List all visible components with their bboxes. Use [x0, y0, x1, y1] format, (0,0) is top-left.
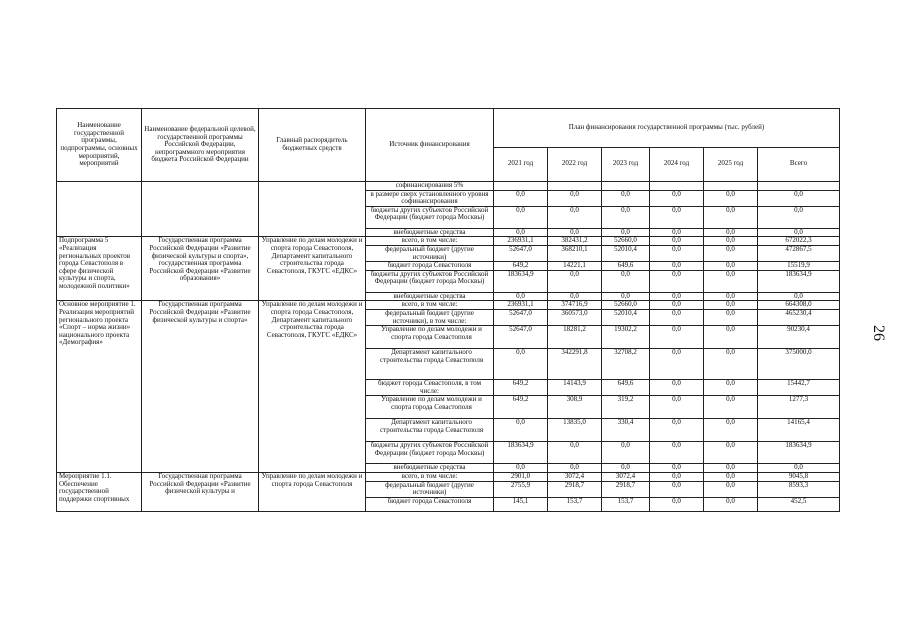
- row-year-value-cell: 0,0: [704, 309, 758, 325]
- row-total-cell: 90230,4: [758, 326, 840, 349]
- row-year-value-cell: 649,6: [602, 262, 650, 271]
- row-source-cell: бюджет города Севастополя, в том числе:: [366, 380, 494, 396]
- row-total-cell: 472867,5: [758, 245, 840, 261]
- row-year-value-cell: 0,0: [548, 206, 602, 228]
- row-year-value-cell: 0,0: [494, 190, 548, 206]
- row-year-value-cell: 0,0: [650, 497, 704, 511]
- row-source-cell: Управление по делам молодежи и спорта города Севастополя: [366, 396, 494, 419]
- row-year-value-cell: 13835,0: [548, 419, 602, 442]
- row-year-value-cell: 0,0: [602, 270, 650, 292]
- row-year-value-cell: 330,4: [602, 419, 650, 442]
- row-total-cell: 15442,7: [758, 380, 840, 396]
- row-year-value-cell: 368210,1: [548, 245, 602, 261]
- row-year-value-cell: 382431,2: [548, 237, 602, 246]
- row-total-cell: 0,0: [758, 464, 840, 473]
- row-year-value-cell: 52660,0: [602, 301, 650, 310]
- row-year-value-cell: 0,0: [704, 349, 758, 380]
- row-total-cell: 14165,4: [758, 419, 840, 442]
- row-source-cell: Департамент капитального строительства города Севастополя: [366, 349, 494, 380]
- header-year-2023: 2023 год: [602, 147, 650, 181]
- page-number: 26: [870, 325, 887, 341]
- row-source-cell: Управление по делам молодежи и спорта города Севастополя: [366, 326, 494, 349]
- row-year-value-cell: 0,0: [704, 228, 758, 237]
- row-year-value-cell: 0,0: [704, 301, 758, 310]
- row-year-value-cell: 52010,4: [602, 245, 650, 261]
- row-year-value-cell: 0,0: [704, 396, 758, 419]
- header-year-2024: 2024 год: [650, 147, 704, 181]
- row-total-cell: 465230,4: [758, 309, 840, 325]
- table-row: [57, 237, 840, 246]
- row-year-value-cell: 0,0: [704, 292, 758, 301]
- row-total-cell: 664308,0: [758, 301, 840, 310]
- row-year-value-cell: 52647,0: [494, 309, 548, 325]
- table-row: [57, 301, 840, 310]
- row-year-value-cell: [704, 182, 758, 191]
- row-year-value-cell: 183634,9: [494, 270, 548, 292]
- row-source-cell: софинансирования 5%: [366, 182, 494, 191]
- row-year-value-cell: 0,0: [602, 442, 650, 464]
- row-year-value-cell: [548, 182, 602, 191]
- row-source-cell: в размере сверх установленного уровня софинансирования: [366, 190, 494, 206]
- row-year-value-cell: 0,0: [602, 464, 650, 473]
- row-year-value-cell: 0,0: [602, 190, 650, 206]
- row-year-value-cell: 0,0: [548, 228, 602, 237]
- financing-table-container: [56, 108, 839, 512]
- row-year-value-cell: 0,0: [704, 419, 758, 442]
- row-year-value-cell: 0,0: [494, 349, 548, 380]
- row-year-value-cell: 0,0: [650, 349, 704, 380]
- row-source-cell: бюджет города Севастополя: [366, 497, 494, 511]
- row-year-value-cell: 52647,0: [494, 326, 548, 349]
- row-administrator-cell: Управление по делам молодежи и спорта города Севастополя: [259, 472, 366, 511]
- row-year-value-cell: 2918,7: [548, 481, 602, 497]
- row-year-value-cell: 0,0: [650, 228, 704, 237]
- row-administrator-cell: Управление по делам молодежи и спорта города Севастополя, Департамент капитального строительства города Севастополя, ГКУГС «ЕДКС»: [259, 301, 366, 473]
- header-year-2022: 2022 год: [548, 147, 602, 181]
- row-source-cell: федеральный бюджет (другие источники): [366, 481, 494, 497]
- row-year-value-cell: 2918,7: [602, 481, 650, 497]
- row-source-cell: всего, в том числе:: [366, 301, 494, 310]
- row-year-value-cell: 0,0: [704, 442, 758, 464]
- header-total: Всего: [758, 147, 840, 181]
- row-source-cell: бюджеты других субъектов Российской Федерации (бюджет города Москвы): [366, 270, 494, 292]
- row-year-value-cell: 374716,9: [548, 301, 602, 310]
- row-year-value-cell: 0,0: [704, 245, 758, 261]
- row-total-cell: 0,0: [758, 292, 840, 301]
- row-year-value-cell: 0,0: [650, 292, 704, 301]
- header-financing-plan: План финансирования государственной программы (тыс. рублей): [494, 109, 840, 148]
- row-year-value-cell: 0,0: [650, 262, 704, 271]
- row-year-value-cell: 3072,4: [548, 472, 602, 481]
- row-source-cell: бюджеты других субъектов Российской Федерации (бюджет города Москвы): [366, 206, 494, 228]
- row-total-cell: 0,0: [758, 190, 840, 206]
- table-header: [57, 109, 840, 182]
- row-year-value-cell: 0,0: [650, 237, 704, 246]
- row-source-cell: всего, в том числе:: [366, 472, 494, 481]
- row-year-value-cell: 0,0: [704, 481, 758, 497]
- row-total-cell: 0,0: [758, 228, 840, 237]
- row-administrator-cell: [259, 182, 366, 237]
- row-total-cell: 452,5: [758, 497, 840, 511]
- row-year-value-cell: [494, 182, 548, 191]
- row-year-value-cell: [602, 182, 650, 191]
- row-year-value-cell: 0,0: [650, 442, 704, 464]
- row-year-value-cell: 0,0: [494, 464, 548, 473]
- row-total-cell: 1277,3: [758, 396, 840, 419]
- row-total-cell: 9045,8: [758, 472, 840, 481]
- row-year-value-cell: 0,0: [494, 206, 548, 228]
- table-body: [57, 182, 840, 512]
- row-name-cell: Основное мероприятие 1. Реализация мероприятий регионального проекта «Спорт – норма жизни» национального проекта «Демография»: [57, 301, 142, 473]
- header-federal-program-column: Наименование федеральной целевой, государственной программы Российской Федерации, непрограммного мероприятия бюджета Российской Федерации: [142, 109, 259, 182]
- row-total-cell: 672022,3: [758, 237, 840, 246]
- row-year-value-cell: 0,0: [650, 190, 704, 206]
- row-year-value-cell: 52010,4: [602, 309, 650, 325]
- row-year-value-cell: 308,9: [548, 396, 602, 419]
- row-source-cell: федеральный бюджет (другие источники), в том числе:: [366, 309, 494, 325]
- row-year-value-cell: 649,2: [494, 396, 548, 419]
- row-year-value-cell: 0,0: [704, 270, 758, 292]
- row-total-cell: [758, 182, 840, 191]
- row-year-value-cell: 0,0: [704, 380, 758, 396]
- row-federal-program-cell: Государственная программа Российской Федерации «Развитие физической культуры и спорта»: [142, 301, 259, 473]
- row-year-value-cell: 649,2: [494, 262, 548, 271]
- row-year-value-cell: 649,6: [602, 380, 650, 396]
- row-year-value-cell: 0,0: [650, 419, 704, 442]
- row-total-cell: 0,0: [758, 206, 840, 228]
- row-year-value-cell: 3072,4: [602, 472, 650, 481]
- row-year-value-cell: 0,0: [704, 262, 758, 271]
- row-year-value-cell: 0,0: [650, 245, 704, 261]
- header-administrator-column: Главный распорядитель бюджетных средств: [259, 109, 366, 182]
- row-federal-program-cell: Государственная программа Российской Федерации «Развитие физической культуры и спорта», государственная программа Российской Федерации «Развитие образования»: [142, 237, 259, 301]
- row-year-value-cell: 18281,2: [548, 326, 602, 349]
- row-year-value-cell: 52647,0: [494, 245, 548, 261]
- row-year-value-cell: 52660,0: [602, 237, 650, 246]
- row-year-value-cell: 0,0: [650, 270, 704, 292]
- row-year-value-cell: 0,0: [650, 380, 704, 396]
- row-year-value-cell: 183634,9: [494, 442, 548, 464]
- header-year-2025: 2025 год: [704, 147, 758, 181]
- row-total-cell: 375000,0: [758, 349, 840, 380]
- row-total-cell: 8593,3: [758, 481, 840, 497]
- row-year-value-cell: 0,0: [704, 472, 758, 481]
- row-year-value-cell: 0,0: [602, 292, 650, 301]
- row-year-value-cell: 0,0: [650, 309, 704, 325]
- row-year-value-cell: 0,0: [548, 270, 602, 292]
- row-year-value-cell: 0,0: [650, 301, 704, 310]
- row-year-value-cell: 2755,9: [494, 481, 548, 497]
- row-source-cell: внебюджетные средства: [366, 228, 494, 237]
- row-year-value-cell: 0,0: [494, 228, 548, 237]
- row-administrator-cell: Управление по делам молодежи и спорта города Севастополя, Департамент капитального строительства города Севастополя, ГКУГС «ЕДКС»: [259, 237, 366, 301]
- row-year-value-cell: 153,7: [602, 497, 650, 511]
- row-source-cell: внебюджетные средства: [366, 464, 494, 473]
- row-year-value-cell: 14143,9: [548, 380, 602, 396]
- row-year-value-cell: 0,0: [602, 206, 650, 228]
- row-year-value-cell: 236931,1: [494, 301, 548, 310]
- row-total-cell: 183634,9: [758, 270, 840, 292]
- header-year-2021: 2021 год: [494, 147, 548, 181]
- header-source-column: Источник финансирования: [366, 109, 494, 182]
- row-year-value-cell: 0,0: [704, 237, 758, 246]
- row-federal-program-cell: [142, 182, 259, 237]
- row-year-value-cell: 32708,2: [602, 349, 650, 380]
- row-year-value-cell: 14221,1: [548, 262, 602, 271]
- row-federal-program-cell: Государственная программа Российской Федерации «Развитие физической культуры и: [142, 472, 259, 511]
- row-year-value-cell: 0,0: [704, 497, 758, 511]
- row-year-value-cell: 145,1: [494, 497, 548, 511]
- row-name-cell: Мероприятие 1.1. Обеспечение государственной поддержки спортивных: [57, 472, 142, 511]
- row-year-value-cell: 0,0: [548, 442, 602, 464]
- row-total-cell: 183634,9: [758, 442, 840, 464]
- row-year-value-cell: 0,0: [650, 481, 704, 497]
- table-row: [57, 472, 840, 481]
- row-year-value-cell: 0,0: [650, 464, 704, 473]
- row-year-value-cell: 153,7: [548, 497, 602, 511]
- row-year-value-cell: 0,0: [494, 292, 548, 301]
- row-year-value-cell: 0,0: [548, 464, 602, 473]
- row-total-cell: 15519,9: [758, 262, 840, 271]
- row-year-value-cell: 0,0: [704, 326, 758, 349]
- row-year-value-cell: 0,0: [704, 464, 758, 473]
- row-source-cell: Департамент капитального строительства города Севастополя: [366, 419, 494, 442]
- row-year-value-cell: 0,0: [494, 419, 548, 442]
- row-year-value-cell: 360573,0: [548, 309, 602, 325]
- header-name-column: Наименование государственной программы, подпрограммы, основных мероприятий, мероприятий: [57, 109, 142, 182]
- row-source-cell: федеральный бюджет (другие источники): [366, 245, 494, 261]
- row-year-value-cell: 0,0: [602, 228, 650, 237]
- table-row: [57, 182, 840, 191]
- row-year-value-cell: 649,2: [494, 380, 548, 396]
- row-year-value-cell: [650, 182, 704, 191]
- row-source-cell: внебюджетные средства: [366, 292, 494, 301]
- row-year-value-cell: 0,0: [650, 472, 704, 481]
- row-year-value-cell: 342291,8: [548, 349, 602, 380]
- row-year-value-cell: 19302,2: [602, 326, 650, 349]
- row-year-value-cell: 0,0: [650, 396, 704, 419]
- row-year-value-cell: 0,0: [704, 206, 758, 228]
- financing-table: [56, 108, 840, 512]
- row-year-value-cell: 0,0: [704, 190, 758, 206]
- row-source-cell: бюджеты других субъектов Российской Федерации (бюджет города Москвы): [366, 442, 494, 464]
- row-name-cell: [57, 182, 142, 237]
- row-year-value-cell: 0,0: [650, 206, 704, 228]
- row-year-value-cell: 0,0: [650, 326, 704, 349]
- row-year-value-cell: 0,0: [548, 190, 602, 206]
- row-name-cell: Подпрограмма 5 «Реализация региональных проектов города Севастополя в сфере физической культуры и спорта, молодежной политики»: [57, 237, 142, 301]
- row-year-value-cell: 2901,0: [494, 472, 548, 481]
- row-year-value-cell: 0,0: [548, 292, 602, 301]
- row-year-value-cell: 236931,1: [494, 237, 548, 246]
- row-source-cell: всего, в том числе:: [366, 237, 494, 246]
- row-source-cell: бюджет города Севастополя: [366, 262, 494, 271]
- row-year-value-cell: 319,2: [602, 396, 650, 419]
